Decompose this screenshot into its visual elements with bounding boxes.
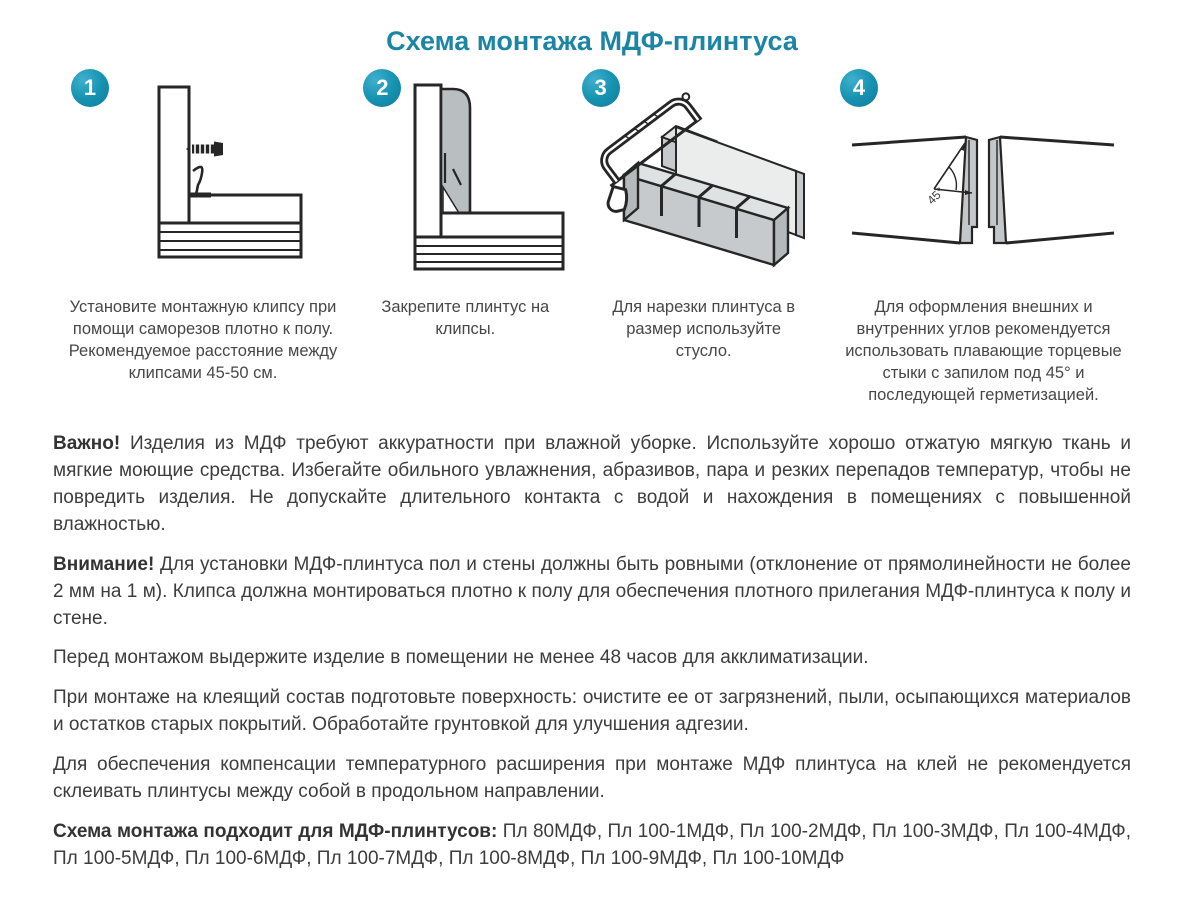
step-4	[836, 73, 1131, 407]
page-title: Схема монтажа МДФ-плинтуса	[386, 26, 798, 56]
paragraph-acclimatization: Перед монтажом выдержите изделие в помещении не менее 48 часов для акклиматизации.	[53, 647, 869, 669]
step-4-illustration	[836, 73, 1131, 273]
step-1-number-badge: 1	[71, 69, 109, 107]
screw-icon	[186, 142, 223, 157]
step-3-caption: Для нарезки плинтуса в размер используйте стусло.	[612, 298, 795, 360]
plinth-on-clip-wall-section-illustration	[359, 81, 571, 273]
paragraph-glue-surface: При монтаже на клеящий состав подготовьте поверхность: очистите ее от загрязнений, пыли, осыпающихся материалов и остатков старых покрытий. Обработайте грунтовкой для улучшения адгезии.	[53, 687, 1131, 736]
paragraph-expansion: Для обеспечения компенсации температурного расширения при монтаже МДФ плинтуса на клей не рекомендуется склеивать плинтусы между собой в продольном направлении.	[53, 754, 1131, 803]
step-3-number-badge: 3	[582, 69, 620, 107]
step-2-number-badge: 2	[363, 69, 401, 107]
step-4-number-badge: 4	[840, 69, 878, 107]
clip-and-screw-wall-section-illustration	[91, 83, 316, 273]
step-3-illustration	[578, 73, 830, 273]
step-4-caption: Для оформления внешних и внутренних углов рекомендуется использовать плавающие торцевые стыки с запилом под 45° и последующей герметизацией.	[845, 298, 1122, 404]
steps-row	[53, 73, 1131, 407]
paragraph-models-lead: Схема монтажа подходит для МДФ-плинтусов:	[53, 821, 498, 843]
paragraph-attention: Внимание! Для установки МДФ-плинтуса пол и стены должны быть ровными (отклонение от прямолинейности не более 2 мм на 1 м). Клипса должна монтироваться плотно к полу для обеспечения плотного прилегания МДФ-плинтуса к полу и стене.	[53, 553, 1132, 629]
floating-end-joint-45-degrees-illustration	[848, 101, 1118, 273]
mounting-clip-icon	[188, 167, 211, 195]
hacksaw-and-miter-box-illustration	[580, 73, 828, 273]
paragraph-attention-lead: Внимание!	[53, 553, 155, 575]
paragraph-important-lead: Важно!	[53, 432, 121, 454]
step-1	[53, 73, 353, 407]
right-plinth-end	[989, 137, 1114, 243]
step-2-caption: Закрепите плинтус на клипсы.	[381, 298, 550, 338]
angle-label: 45°	[924, 184, 948, 208]
step-2	[359, 73, 571, 407]
step-3	[578, 73, 830, 407]
paragraph-models: Схема монтажа подходит для МДФ-плинтусов: Пл 80МДФ, Пл 100-1МДФ, Пл 100-2МДФ, Пл 100-3МДФ, Пл 100-4МДФ, Пл 100-5МДФ, Пл 100-6МДФ, Пл 100-7МДФ, Пл 100-8МДФ, Пл 100-9МДФ, Пл 100-10МДФ	[53, 821, 1131, 870]
paragraph-important: Важно! Изделия из МДФ требуют аккуратности при влажной уборке. Используйте хорошо отжатую мягкую ткань и мягкие моющие средства. Избегайте обильного увлажнения, абразивов, пара и резких перепадов температур, чтобы не повредить изделия. Не допускайте длительного контакта с водой и нахождения в помещениях с повышенной влажностью.	[53, 432, 1131, 535]
step-1-caption: Установите монтажную клипсу при помощи саморезов плотно к полу. Рекомендуемое расстояние между клипсами 45-50 см.	[68, 298, 338, 382]
body-text	[53, 431, 1131, 874]
